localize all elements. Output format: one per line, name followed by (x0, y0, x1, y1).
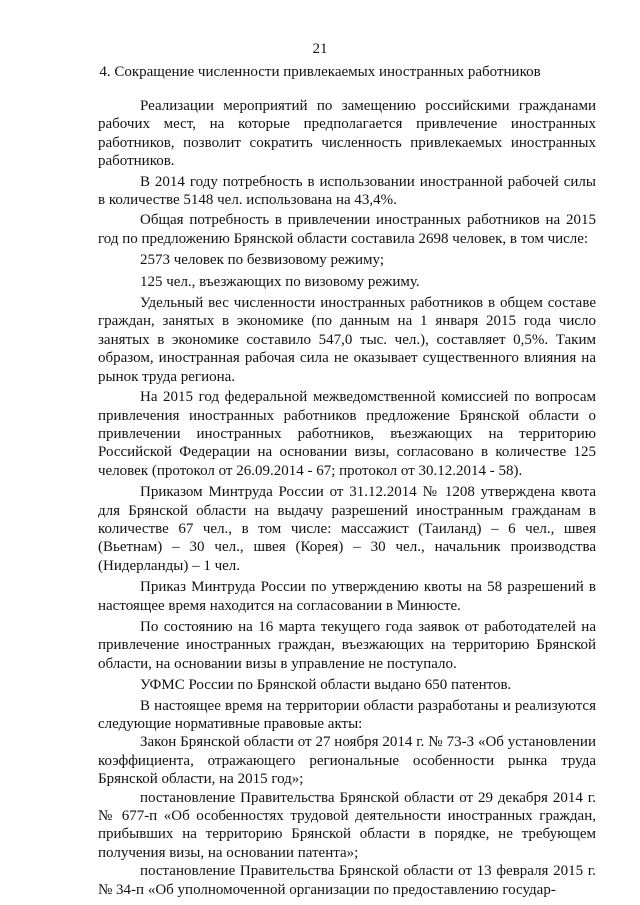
paragraph-2014-demand: В 2014 году потребность в использовании иностранной рабочей силы в количестве 5148 чел. использована на 43,4%. (98, 173, 596, 209)
paragraph-resolution-34-p: постановление Правительства Брянской области от 13 февраля 2015 г. № 34-п «Об уполномоченной организации по предоставлению государ- (98, 863, 596, 898)
paragraph-commission-approval: На 2015 год федеральной межведомственной комиссией по вопросам привлечения иностранных работников предложение Брянской области о привлечении иностранных работников, въезжающих на территорию Российской Федерации на основании визы, согласовано в количестве 125 человек (протокол от 26.09.2014 - 67; протокол от 30.12.2014 - 58). (98, 389, 596, 479)
page-number: 21 (312, 41, 328, 57)
body-text (98, 97, 596, 899)
paragraph-regulatory-acts: В настоящее время на территории области разработаны и реализуются следующие нормативные правовые акты: (98, 697, 596, 732)
paragraph-law-73-z: Закон Брянской области от 27 ноября 2014 г. № 73-З «Об установлении коэффициента, отражающего региональные особенности рынка труда Брянской области, на 2015 год»; (98, 734, 596, 788)
paragraph-employer-applications: По состоянию на 16 марта текущего года заявок от работодателей на привлечение иностранных граждан, въезжающих на территорию Брянской области, на основании визы в управление не поступало. (98, 618, 596, 672)
paragraph-resolution-677-p: постановление Правительства Брянской области от 29 декабря 2014 г. № 677-п «Об особенностях трудовой деятельности иностранных граждан, прибывших на территорию Брянской области в порядке, не требующем получения визы, на основании патента»; (98, 789, 596, 861)
section-heading: 4. Сокращение численности привлекаемых иностранных работников (99, 64, 541, 80)
paragraph-visa-regime: 125 чел., въезжающих по визовому режиму. (140, 273, 420, 290)
paragraph-quota-order-status: Приказ Минтруда России по утверждению квоты на 58 разрешений в настоящее время находится на согласовании в Минюсте. (98, 579, 596, 614)
paragraph-2015-total-demand: Общая потребность в привлечении иностранных работников на 2015 год по предложению Брянской области составила 2698 человек, в том числе: (98, 212, 596, 247)
paragraph-share-of-workforce: Удельный вес численности иностранных работников в общем составе граждан, занятых в экономике (по данным на 1 января 2015 года число занятых в экономике составило 547,0 тыс. чел.), составляет 0,5%. Таким образом, иностранная рабочая сила не оказывает существенного влияния на рынок труда региона. (98, 295, 596, 385)
paragraph-replacement-measures: Реализации мероприятий по замещению российскими гражданами рабочих мест, на которые предполагается привлечение иностранных работников, позволит сократить численность привлекаемых иностранных работников. (98, 98, 596, 170)
paragraph-patents-issued: УФМС России по Брянской области выдано 650 патентов. (140, 677, 512, 694)
paragraph-visa-free: 2573 человек по безвизовому режиму; (140, 252, 384, 269)
paragraph-mintrud-quota: Приказом Минтруда России от 31.12.2014 № 1208 утверждена квота для Брянской области на выдачу разрешений иностранным гражданам в количестве 67 чел., в том числе: массажист (Таиланд) – 6 чел., швея (Вьетнам) – 30 чел., швея (Корея) – 30 чел., начальник производства (Нидерланды) – 1 чел. (98, 484, 596, 574)
